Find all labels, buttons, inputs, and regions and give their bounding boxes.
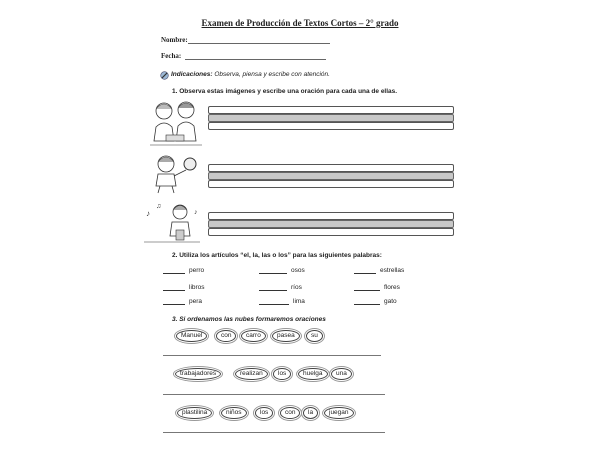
- article-blank-rios[interactable]: ríos: [259, 284, 302, 291]
- word-cloud: su: [306, 330, 323, 342]
- article-blank-osos[interactable]: osos: [259, 267, 305, 274]
- word-cloud: carro: [241, 330, 266, 342]
- children-music-illustration: [140, 200, 204, 244]
- word-cloud: niños: [221, 407, 247, 419]
- question-2-title: 2. Utiliza los artículos “el, la, las o los” para las siguientes palabras:: [172, 252, 382, 259]
- word-cloud: con: [280, 407, 300, 419]
- word-cloud: la: [303, 407, 318, 419]
- word-cloud: juegan: [324, 407, 354, 419]
- instructions: [171, 71, 330, 78]
- word-cloud: pasea: [272, 330, 300, 342]
- word-cloud: una: [331, 368, 352, 380]
- svg-text:♪: ♪: [146, 209, 150, 218]
- word-cloud: los: [273, 368, 291, 380]
- answer-lines-2[interactable]: [208, 164, 454, 188]
- article-blank-flores[interactable]: flores: [354, 284, 400, 291]
- name-label: Nombre:: [161, 36, 188, 44]
- svg-text:♪: ♪: [194, 208, 198, 216]
- instructions-text: Observa, piensa y escribe con atención.: [212, 71, 330, 78]
- article-blank-pera[interactable]: pera: [163, 298, 202, 305]
- answer-line-q3-3[interactable]: [163, 432, 385, 433]
- article-blank-libros[interactable]: libros: [163, 284, 205, 291]
- answer-lines-1[interactable]: [208, 106, 454, 130]
- date-field[interactable]: [185, 59, 326, 60]
- word-cloud: los: [255, 407, 273, 419]
- children-playing-illustration: [148, 97, 204, 149]
- boy-magnifier-illustration: [148, 152, 204, 194]
- date-label: Fecha:: [161, 52, 182, 60]
- answer-lines-3[interactable]: [208, 212, 454, 236]
- article-blank-estrellas[interactable]: estrellas: [354, 267, 404, 274]
- name-field[interactable]: [188, 43, 330, 44]
- instructions-label: Indicaciones:: [171, 71, 213, 78]
- question-3-title: 3. Si ordenamos las nubes formaremos oraciones: [172, 316, 326, 323]
- question-1-title: 1. Observa estas imágenes y escribe una oración para cada una de ellas.: [172, 88, 398, 95]
- word-cloud: con: [216, 330, 236, 342]
- answer-line-q3-1[interactable]: [163, 355, 381, 356]
- word-cloud: trabajadores: [175, 368, 221, 380]
- word-cloud: Manuel: [176, 330, 207, 342]
- page-title: Examen de Producción de Textos Cortos – 2° grado: [201, 18, 399, 28]
- svg-text:♫: ♫: [156, 202, 162, 210]
- article-blank-gato[interactable]: gato: [354, 298, 397, 305]
- article-blank-lima[interactable]: lima: [259, 298, 305, 305]
- pencil-icon: [160, 71, 169, 80]
- word-cloud: plastilina: [177, 407, 212, 419]
- word-cloud: realizan: [235, 368, 268, 380]
- word-cloud: huelga: [298, 368, 328, 380]
- answer-line-q3-2[interactable]: [163, 394, 385, 395]
- article-blank-perro[interactable]: perro: [163, 267, 204, 274]
